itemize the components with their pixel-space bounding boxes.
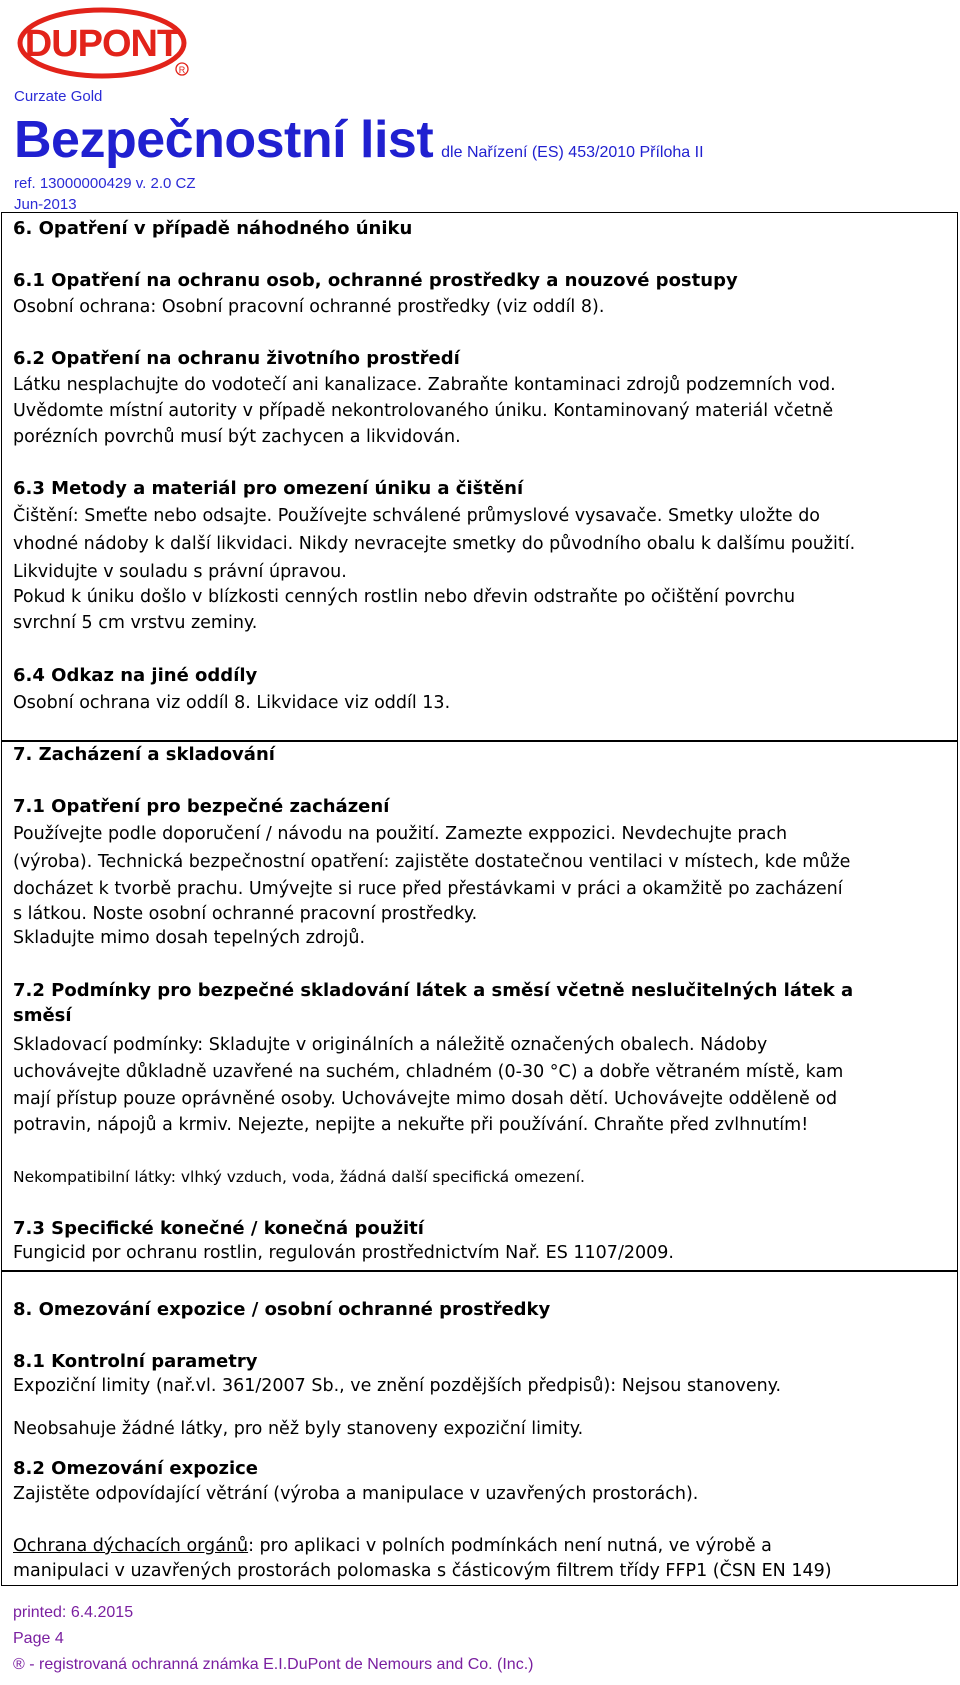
section-8-2-text-3: manipulaci v uzavřených prostorách polomaska s částicovým filtrem třídy FFP1 (ČSN EN 149) (13, 1561, 832, 1581)
section-6-2-text-3: porézních povrchů musí být zachycen a likvidován. (13, 427, 461, 447)
section-6-2-heading: 6.2 Opatření na ochranu životního prostředí (13, 348, 460, 369)
section-6-3-text-4: Pokud k úniku došlo v blízkosti cenných rostlin nebo dřevin odstraňte po očištění povrchu (13, 587, 796, 607)
section-6-1-text: Osobní ochrana: Osobní pracovní ochranné prostředky (viz oddíl 8). (13, 297, 605, 317)
document-date: Jun-2013 (14, 196, 77, 213)
regulation-ref: dle Nařízení (ES) 453/2010 Příloha II (441, 144, 704, 161)
section-6-heading: 6. Opatření v případě náhodného úniku (13, 218, 413, 239)
section-7-2-text-2: uchovávejte důkladně uzavřené na suchém, chladném (0-30 °C) a dobře větraném místě, kam (13, 1062, 844, 1082)
section-7-2-text-3: mají přístup pouze oprávněné osoby. Uchovávejte mimo dosah dětí. Uchovávejte odděleně od (13, 1089, 838, 1109)
section-7-1-text-3: docházet k tvorbě prachu. Umývejte si ruce před přestávkami v práci a okamžitě po zacházení (13, 879, 843, 899)
section-8-1-heading: 8.1 Kontrolní parametry (13, 1351, 258, 1372)
title-row (14, 110, 704, 170)
printed-date: printed: 6.4.2015 (13, 1604, 134, 1621)
section-7-1-text-4: s látkou. Noste osobní ochranné pracovní prostředky. (13, 904, 478, 924)
section-7-heading: 7. Zacházení a skladování (13, 744, 275, 765)
section-8-2-heading: 8.2 Omezování expozice (13, 1458, 258, 1479)
section-8-1-text-2: Neobsahuje žádné látky, pro něž byly stanoveny expoziční limity. (13, 1419, 584, 1439)
section-6-4-text: Osobní ochrana viz oddíl 8. Likvidace viz oddíl 13. (13, 693, 451, 713)
section-6-1-heading: 6.1 Opatření na ochranu osob, ochranné prostředky a nouzové postupy (13, 270, 738, 291)
section-6-3-heading: 6.3 Metody a materiál pro omezení úniku a čištění (13, 478, 524, 499)
section-7-3-text: Fungicid por ochranu rostlin, regulován prostřednictvím Nař. ES 1107/2009. (13, 1243, 674, 1263)
respiratory-protection-label: Ochrana dýchacích orgánů (13, 1536, 249, 1556)
page-number: Page 4 (13, 1630, 64, 1647)
section-7-1-text-1: Používejte podle doporučení / návodu na použití. Zamezte exppozici. Nevdechujte prach (13, 824, 788, 844)
section-7-2-text-1: Skladovací podmínky: Skladujte v originálních a náležitě označených obalech. Nádoby (13, 1035, 768, 1055)
registered-mark: R (178, 65, 186, 75)
document-title: Bezpečnostní list (14, 111, 434, 169)
section-8-1-text-1: Expoziční limity (nař.vl. 361/2007 Sb., ve znění pozdějších předpisů): Nejsou stanoveny. (13, 1376, 782, 1396)
section-8-heading: 8. Omezování expozice / osobní ochranné prostředky (13, 1299, 551, 1320)
dupont-logo (16, 6, 194, 82)
section-6-4-heading: 6.4 Odkaz na jiné oddíly (13, 665, 258, 686)
reference-number: ref. 13000000429 v. 2.0 CZ (14, 175, 196, 192)
trademark-note: ® - registrovaná ochranná známka E.I.DuPont de Nemours and Co. (Inc.) (13, 1656, 534, 1673)
section-7-3-heading: 7.3 Specifické konečné / konečná použití (13, 1218, 424, 1239)
product-name: Curzate Gold (14, 88, 103, 105)
section-6-3-text-3: Likvidujte v souladu s právní úpravou. (13, 562, 347, 582)
section-8-2-text-2 (13, 1535, 772, 1557)
section-6-2-text-2: Uvědomte místní autority v případě nekontrolovaného úniku. Kontaminovaný materiál včetně (13, 401, 834, 421)
respiratory-protection-text: : pro aplikaci v polních podmínkách není nutná, ve výrobě a (248, 1536, 772, 1556)
section-7-2-heading-1: 7.2 Podmínky pro bezpečné skladování látek a směsí včetně neslučitelných látek a (13, 980, 854, 1001)
section-7-box (1, 740, 958, 1272)
section-6-3-text-1: Čištění: Smeťte nebo odsajte. Používejte schválené průmyslové vysavače. Smetky uložte do (13, 506, 821, 526)
section-6-3-text-2: vhodné nádoby k další likvidaci. Nikdy nevracejte smetky do původního obalu k dalšímu použití. (13, 534, 856, 554)
section-7-1-text-5: Skladujte mimo dosah tepelných zdrojů. (13, 928, 366, 948)
section-6-3-text-5: svrchní 5 cm vrstvu zeminy. (13, 613, 258, 633)
section-7-1-text-2: (výroba). Technická bezpečnostní opatření: zajistěte dostatečnou ventilaci v místech, kde může (13, 852, 851, 872)
section-7-2-text-5: Nekompatibilní látky: vlhký vzduch, voda, žádná další specifická omezení. (13, 1168, 585, 1186)
section-7-1-heading: 7.1 Opatření pro bezpečné zacházení (13, 796, 390, 817)
section-8-2-text-1: Zajistěte odpovídající větrání (výroba a manipulace v uzavřených prostorách). (13, 1484, 699, 1504)
section-7-2-text-4: potravin, nápojů a krmiv. Nejezte, nepijte a nekuřte při používání. Chraňte před zvlhnutím! (13, 1115, 809, 1135)
logo-text: DUPONT (24, 23, 180, 65)
section-7-2-heading-2: směsí (13, 1005, 72, 1026)
section-6-2-text-1: Látku nesplachujte do vodotečí ani kanalizace. Zabraňte kontaminaci zdrojů podzemních vod. (13, 375, 836, 395)
